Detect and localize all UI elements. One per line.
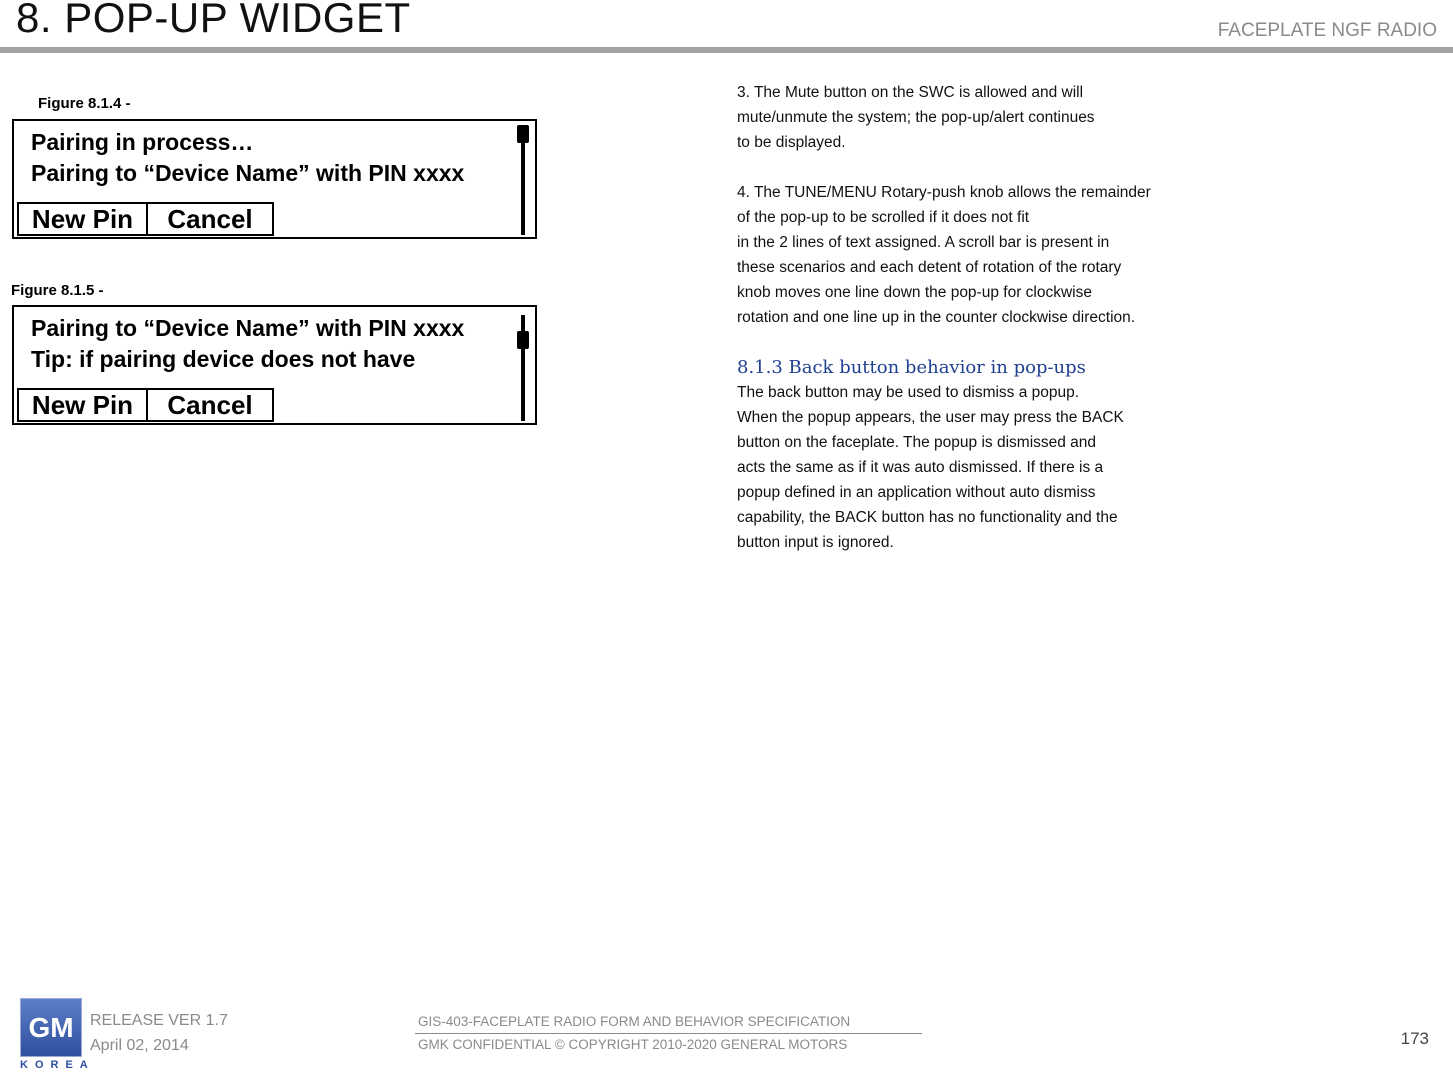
text-line: these scenarios and each detent of rotation of the rotary [737, 259, 1122, 276]
paragraph-back-button [737, 380, 1297, 555]
text-line: knob moves one line down the pop-up for clockwise [737, 284, 1092, 301]
cancel-button[interactable]: Cancel [146, 388, 274, 422]
text-line: of the pop-up to be scrolled if it does not fit [737, 209, 1030, 226]
text-line: button on the faceplate. The popup is dismissed and [737, 434, 1097, 451]
footer-divider [415, 1033, 922, 1034]
document-title: GIS-403-FACEPLATE RADIO FORM AND BEHAVIOR SPECIFICATION [418, 1014, 851, 1029]
text-line: in the 2 lines of text assigned. A scroll bar is present in [737, 234, 1110, 251]
text-line: When the popup appears, the user may press the BACK [737, 409, 1124, 426]
header-divider [0, 47, 1453, 53]
new-pin-button[interactable]: New Pin [17, 388, 148, 422]
paragraph-tune-menu [737, 180, 1297, 330]
text-line: capability, the BACK button has no functionality and the [737, 509, 1118, 526]
confidential-notice: GMK CONFIDENTIAL © COPYRIGHT 2010-2020 GENERAL MOTORS [418, 1037, 848, 1052]
new-pin-button[interactable]: New Pin [17, 202, 148, 236]
section-label: FACEPLATE NGF RADIO [1217, 20, 1437, 41]
text-line: acts the same as if it was auto dismissed. If there is a [737, 459, 1104, 476]
scrollbar-thumb[interactable] [517, 125, 529, 143]
popup-line: Pairing to “Device Name” with PIN xxxx [31, 160, 465, 186]
gm-logo: GM [20, 998, 82, 1057]
text-line: The back button may be used to dismiss a popup. [737, 384, 1080, 401]
cancel-button[interactable]: Cancel [146, 202, 274, 236]
release-version: RELEASE VER 1.7 [90, 1012, 228, 1029]
page-title: 8. POP-UP WIDGET [16, 0, 411, 41]
text-line: to be displayed. [737, 134, 846, 151]
release-date: April 02, 2014 [90, 1037, 189, 1054]
text-line: popup defined in an application without auto dismiss [737, 484, 1096, 501]
text-line: button input is ignored. [737, 534, 894, 551]
popup-widget [12, 305, 537, 425]
popup-line: Pairing to “Device Name” with PIN xxxx [31, 315, 465, 341]
popup-widget [12, 119, 537, 239]
page-number: 173 [1400, 1029, 1429, 1048]
figure-label: Figure 8.1.4 - [38, 95, 131, 112]
paragraph-mute [737, 80, 1297, 155]
popup-line: Pairing in process… [31, 129, 254, 155]
text-line: 4. The TUNE/MENU Rotary-push knob allows the remainder [737, 184, 1151, 201]
popup-line: Tip: if pairing device does not have [31, 346, 416, 372]
gm-logo-subtitle: KOREA [20, 1059, 95, 1071]
text-line: mute/unmute the system; the pop-up/alert continues [737, 109, 1095, 126]
scrollbar-track[interactable] [521, 129, 525, 235]
figure-label: Figure 8.1.5 - [11, 282, 104, 299]
text-line: 3. The Mute button on the SWC is allowed and will [737, 84, 1084, 101]
scrollbar-thumb[interactable] [517, 331, 529, 349]
section-heading: 8.1.3 Back button behavior in pop-ups [737, 357, 1086, 378]
text-line: rotation and one line up in the counter clockwise direction. [737, 309, 1136, 326]
